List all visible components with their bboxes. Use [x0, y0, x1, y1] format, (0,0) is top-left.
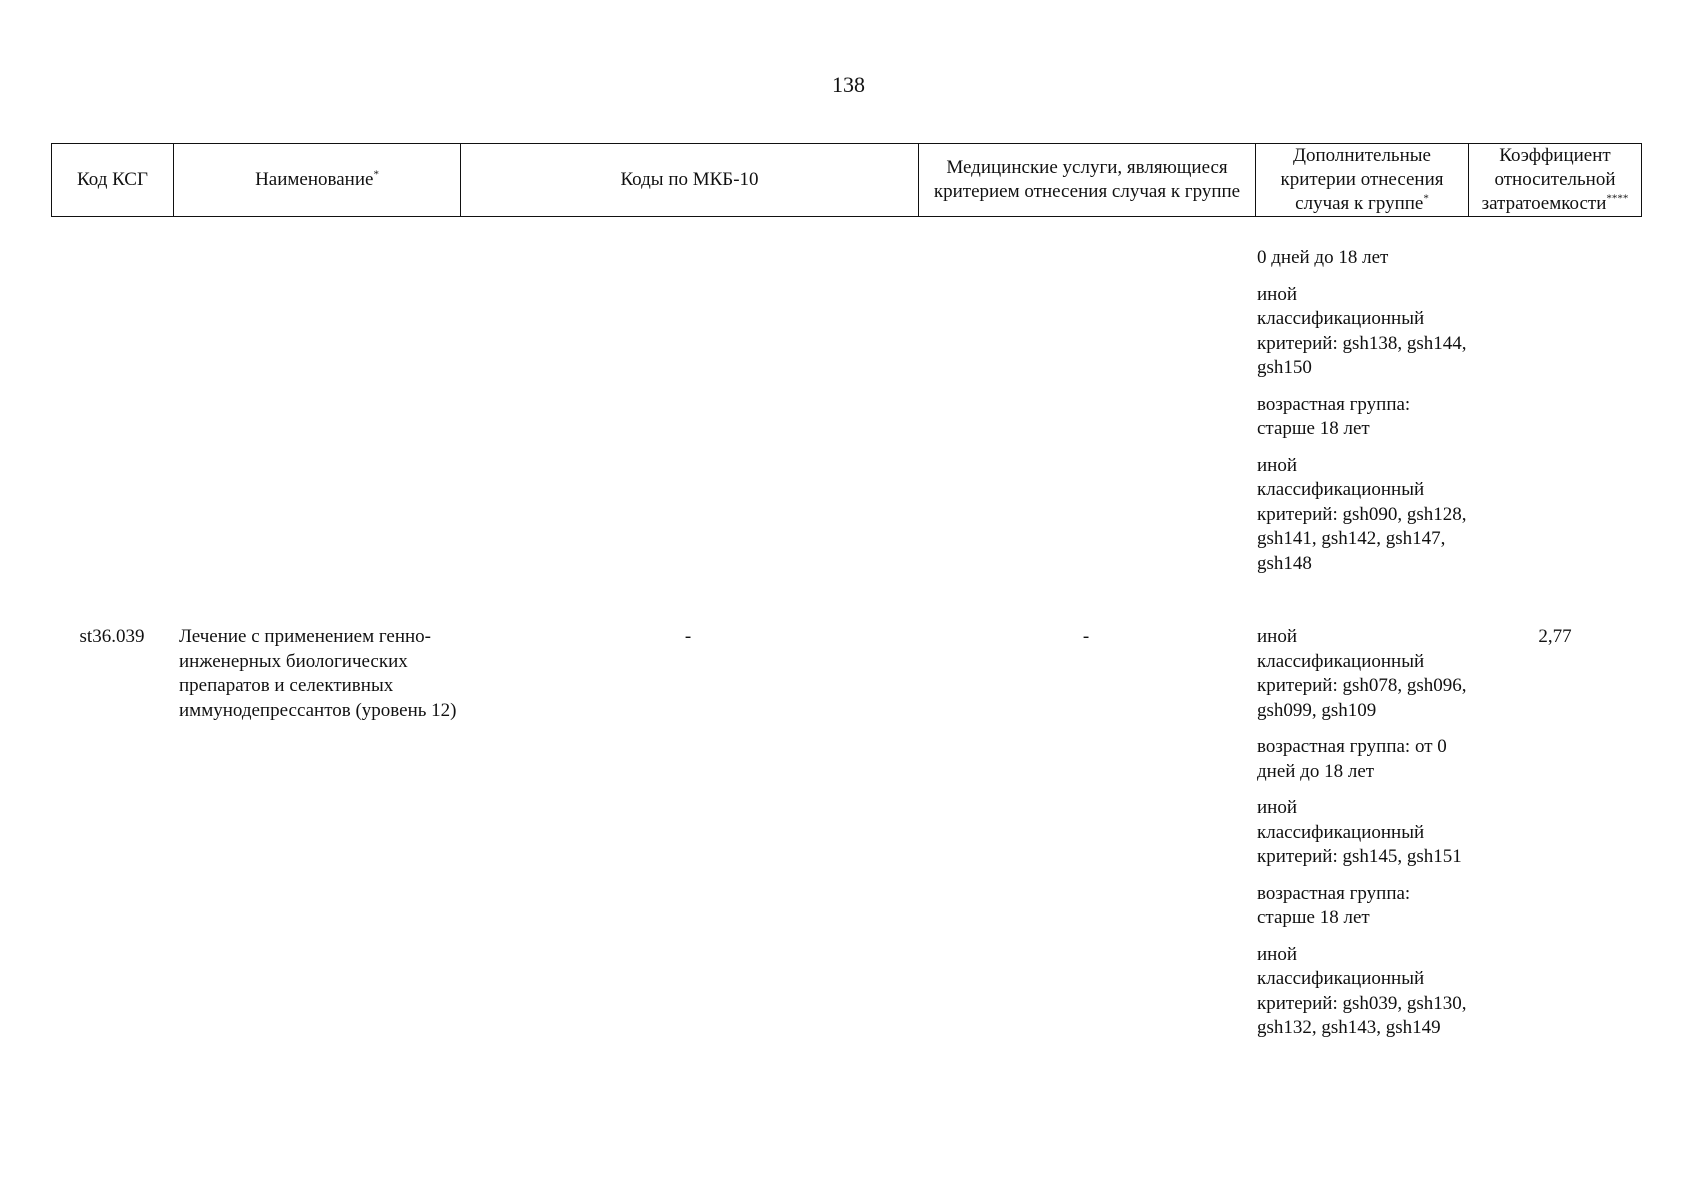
- criteria-item: иной классификационный критерий: gsh145, gsh151: [1257, 797, 1462, 867]
- row-services: -: [1082, 626, 1090, 647]
- criteria-item: иной классификационный критерий: gsh078, gsh096, gsh099, gsh109: [1257, 626, 1467, 721]
- row-criteria: [1257, 625, 1467, 1041]
- page-number: 138: [832, 72, 865, 97]
- row-code: st36.039: [79, 626, 145, 647]
- criteria-item: иной классификационный критерий: gsh090, gsh128, gsh141, gsh142, gsh147, gsh148: [1257, 454, 1467, 574]
- row-mkb: -: [684, 626, 692, 647]
- criteria-item: иной классификационный критерий: gsh138, gsh144, gsh150: [1257, 283, 1467, 378]
- criteria-item: 0 дней до 18 лет: [1257, 247, 1389, 268]
- header-criteria: Дополнительные критерии отнесения случая к группе*: [1256, 144, 1469, 217]
- criteria-item: возрастная группа: от 0 дней до 18 лет: [1257, 736, 1447, 782]
- criteria-item: иной классификационный критерий: gsh039, gsh130, gsh132, gsh143, gsh149: [1257, 943, 1467, 1038]
- table-header: [51, 143, 1642, 217]
- header-services: Медицинские услуги, являющиеся критерием отнесения случая к группе: [919, 144, 1256, 217]
- header-code: Код КСГ: [52, 144, 174, 217]
- continuation-criteria: [1257, 246, 1467, 576]
- row-coef: 2,77: [1538, 626, 1572, 647]
- row-name: Лечение с применением генно-инженерных биологических препаратов и селективных иммунодепрессантов (уровень 12): [179, 626, 457, 721]
- header-coef: Коэффициент относительной затратоемкости****: [1469, 144, 1642, 217]
- criteria-item: возрастная группа: старше 18 лет: [1257, 393, 1411, 439]
- header-name: Наименование*: [174, 144, 461, 217]
- header-mkb: Коды по МКБ-10: [461, 144, 919, 217]
- criteria-item: возрастная группа: старше 18 лет: [1257, 882, 1411, 928]
